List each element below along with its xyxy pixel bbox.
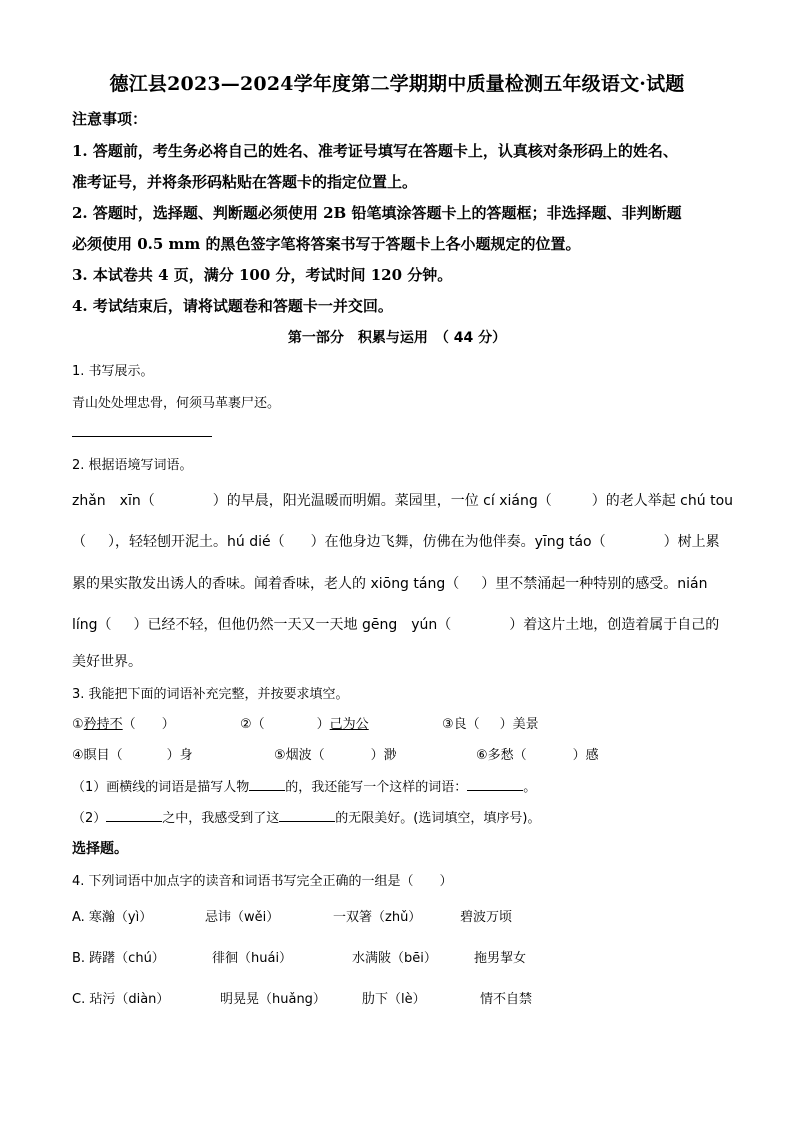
notice-item-2-cont: 必须使用 0.5 mm 的黑色签字笔将答案书写于答题卡上各小题规定的位置。 (72, 235, 581, 253)
notice-item-3: 3. 本试卷共 4 页，满分 100 分，考试时间 120 分钟。 (72, 266, 453, 284)
q3-item-3: ③良（ ）美景 (442, 717, 539, 732)
q3-sub-2: （2） 之中，我感受到了这 的无限美好。(选词填空，填序号)。 (72, 811, 541, 826)
section-heading: 第一部分 积累与运用 （ 44 分） (287, 330, 507, 346)
notice-item-4: 4. 考试结束后，请将试题卷和答题卡一并交回。 (72, 297, 393, 315)
choice-heading: 选择题。 (72, 841, 128, 857)
q4-option-c-3: 肋下（lè） (362, 992, 426, 1007)
q2-line-1: zhǎn xīn（ ）的早晨，阳光温暖而明媚。菜园里，一位 cí xiáng（ ）的老人举起 chú tou (72, 493, 734, 509)
q1-answer-line (72, 436, 212, 437)
q3-item-4: ④瞑目（ ）身 (72, 748, 193, 763)
q4-option-c-2: 明晃晃（huǎng） (220, 992, 326, 1007)
q3-item-6: ⑥多愁（ ）感 (476, 748, 599, 763)
q4-option-b-4: 拖男挈女 (474, 951, 527, 966)
notice-item-2: 2. 答题时，选择题、判断题必须使用 2B 铅笔填涂答题卡上的答题框；非选择题、非判断题 (72, 204, 682, 222)
q4-option-a-3: 一双箸（zhǔ） (333, 910, 422, 925)
q3-item-1: ①矜持不（ ） (72, 717, 175, 732)
exam-title: 德江县2023—2024学年度第二学期期中质量检测五年级语文·试题 (109, 73, 685, 95)
q4-option-c-1: C. 玷污（diàn） (72, 992, 170, 1007)
q2-stem: 2. 根据语境写词语。 (72, 458, 193, 473)
q4-option-a-1: A. 寒瀚（yì） (72, 910, 153, 925)
q2-line-5: 美好世界。 (72, 654, 142, 670)
notice-heading: 注意事项： (72, 110, 148, 128)
q4-option-a-2: 忌讳（wěi） (205, 910, 280, 925)
q4-option-b-3: 水满陂（bēi） (352, 951, 437, 966)
q3-stem: 3. 我能把下面的词语补充完整，并按要求填空。 (72, 687, 349, 702)
q4-option-c-4: 情不自禁 (480, 992, 533, 1007)
notice-item-1: 1. 答题前，考生务必将自己的姓名、准考证号填写在答题卡上，认真核对条形码上的姓名、 (72, 142, 678, 160)
q2-line-3: 累的果实散发出诱人的香味。闻着香味，老人的 xiōng táng（ ）里不禁涌起一种特别的感受。nián (72, 576, 708, 592)
q2-line-4: líng（ ）已经不轻，但他仍然一天又一天地 gēng yún（ ）着这片土地，创造着属于自己的 (72, 617, 720, 633)
q3-sub-1: （1）画横线的词语是描写人物 的，我还能写一个这样的词语： 。 (72, 780, 537, 795)
q4-option-a-4: 碧波万顷 (460, 910, 513, 925)
q3-item-5: ⑤烟波（ ）渺 (274, 748, 397, 763)
q2-line-2: （ ），轻轻刨开泥土。hú dié（ ）在他身边飞舞，仿佛在为他伴奏。yīng táo（ ）树上累 (72, 534, 720, 550)
q1-text: 青山处处埋忠骨，何须马革裹尸还。 (72, 396, 281, 411)
notice-item-1-cont: 准考证号，并将条形码粘贴在答题卡的指定位置上。 (72, 173, 418, 191)
q4-option-b-1: B. 踌躇（chú） (72, 951, 165, 966)
q4-stem: 4. 下列词语中加点字的读音和词语书写完全正确的一组是（ ） (72, 874, 453, 889)
q4-option-b-2: 徘徊（huái） (212, 951, 293, 966)
q3-item-2: ②（ ）己为公 (240, 717, 369, 732)
q1-stem: 1. 书写展示。 (72, 364, 154, 379)
